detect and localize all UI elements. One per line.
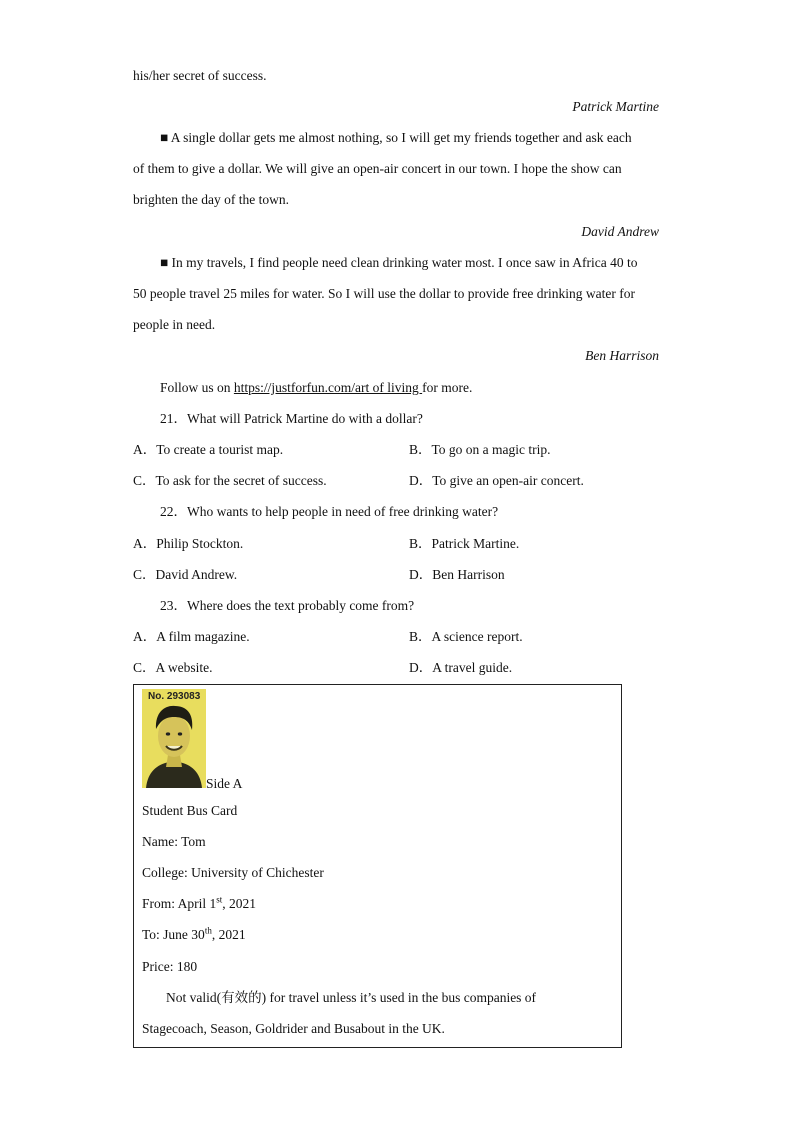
paragraph-text: In my travels, I find people need clean drinking water most. I once saw in Africa 40 to	[168, 255, 638, 270]
paragraph-line: 50 people travel 25 miles for water. So I will use the dollar to provide free drinking water for	[133, 286, 635, 301]
to-text: To: June 30	[142, 927, 205, 942]
card-price: Price: 180	[142, 959, 198, 974]
passage-line: his/her secret of success.	[133, 68, 267, 83]
option-d: D．Ben Harrison	[409, 567, 505, 582]
signature-patrick: Patrick Martine	[572, 99, 659, 114]
follow-text: for more.	[422, 380, 473, 395]
option-b: B．A science report.	[409, 629, 523, 644]
question-stem: 22．Who wants to help people in need of free drinking water?	[160, 504, 499, 519]
paragraph-text: A single dollar gets me almost nothing, so I will get my friends together and ask each	[168, 130, 632, 145]
card-note-line: Stagecoach, Season, Goldrider and Busabout in the UK.	[142, 1021, 445, 1036]
signature-ben: Ben Harrison	[585, 348, 659, 363]
card-to-date	[142, 926, 246, 944]
follow-line	[160, 379, 472, 397]
bus-card-box	[133, 684, 622, 1048]
option-c: C．To ask for the secret of success.	[133, 473, 327, 488]
card-name: Name: Tom	[142, 834, 206, 849]
card-college: College: University of Chichester	[142, 865, 324, 880]
from-year: , 2021	[222, 896, 257, 911]
paragraph-line: people in need.	[133, 317, 216, 332]
to-suffix: th	[204, 925, 212, 936]
question-stem: 23．Where does the text probably come from?	[160, 598, 415, 613]
to-year: , 2021	[211, 927, 246, 942]
photo-number: No. 293083	[148, 691, 201, 702]
option-d: D．To give an open-air concert.	[409, 473, 584, 488]
option-c: C．David Andrew.	[133, 567, 238, 582]
from-text: From: April 1	[142, 896, 217, 911]
option-c: C．A website.	[133, 660, 213, 675]
option-a: A．To create a tourist map.	[133, 442, 284, 457]
option-b: B．To go on a magic trip.	[409, 442, 551, 457]
option-a: A．A film magazine.	[133, 629, 250, 644]
card-title: Student Bus Card	[142, 803, 238, 818]
option-a: A．Philip Stockton.	[133, 536, 244, 551]
website-link[interactable]: https://justforfun.com/art of living	[233, 380, 423, 395]
bullet-icon: ■	[160, 130, 169, 145]
paragraph-line: of them to give a dollar. We will give an open-air concert in our town. I hope the show can	[133, 161, 622, 176]
card-side-label: Side A	[206, 776, 243, 791]
bullet-icon: ■	[160, 255, 169, 270]
card-note-line: Not valid(有效的) for travel unless it’s used in the bus companies of	[166, 990, 537, 1005]
paragraph-line	[160, 129, 632, 147]
from-suffix: st	[216, 894, 223, 905]
card-from-date	[142, 895, 256, 913]
paragraph-line: brighten the day of the town.	[133, 192, 289, 207]
question-stem: 21．What will Patrick Martine do with a dollar?	[160, 411, 423, 426]
option-b: B．Patrick Martine.	[409, 536, 520, 551]
signature-david: David Andrew	[581, 224, 659, 239]
portrait-image	[142, 689, 206, 788]
follow-text: Follow us on	[160, 380, 234, 395]
student-photo	[142, 689, 206, 788]
option-d: D．A travel guide.	[409, 660, 513, 675]
paragraph-line	[160, 254, 638, 272]
